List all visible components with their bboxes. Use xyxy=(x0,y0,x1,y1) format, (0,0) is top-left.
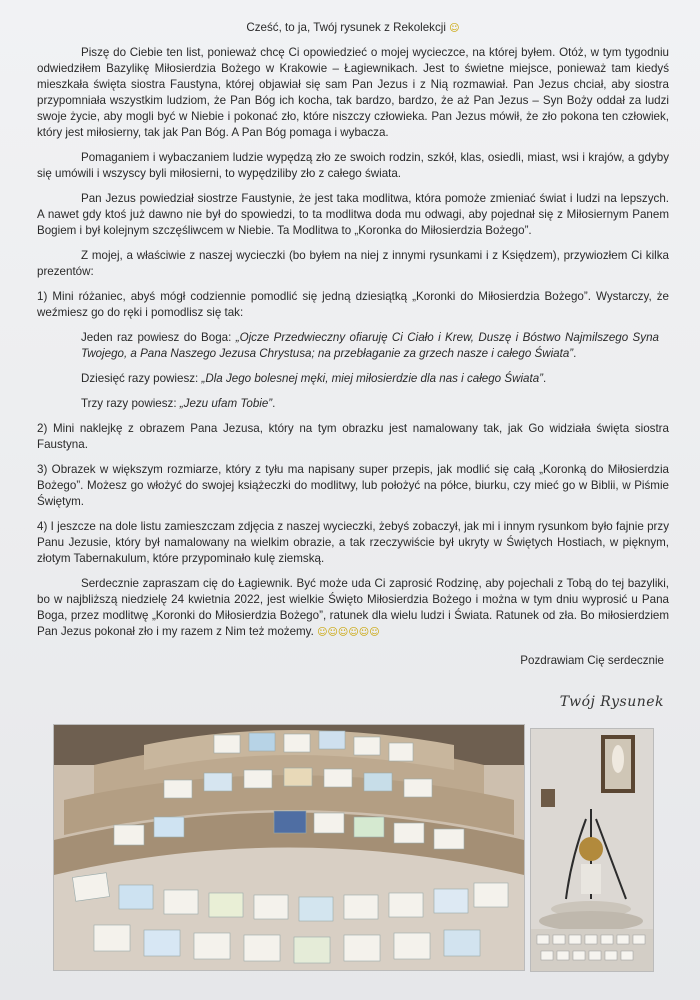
prayer-3-text: „Jezu ufam Tobie” xyxy=(179,397,273,410)
paragraph-1: Piszę do Ciebie ten list, ponieważ chcę Ci opowiedzieć o mojej wycieczce, na której byłem. Otóż, w tym tygodniu odwiedziłem Bazylikę Miłosierdzia Bożego w Krakowie – Łagiewnikach. Jest to świetne miejsce, ponieważ tam kiedyś mieszkała święta siostra Faustyna, której objawiał się sam Pan Jezus i z Nią rozmawiał. Pan Jezus chciał, aby siostra przypomniała wszystkim ludziom, że Pan Bóg ich kocha, tak bardzo, bardzo, że aż Pan Jezus – Syn Boży oddał za ludzi swoje życie, aby mogli być w Niebie i pokonać zło, które niszczy człowieka. Pan Jezus mówił, że zło pokona ten człowiek, który jest miłosierny, tak jak Pan Bóg. A Pan Bóg pomaga i wybacza. xyxy=(37,46,669,139)
greeting-text: Cześć, to ja, Twój rysunek z Rekolekcji xyxy=(246,21,446,34)
letter-greeting xyxy=(37,20,669,37)
paragraph-5 xyxy=(37,576,669,641)
drawings-on-altar-steps-photo xyxy=(53,724,525,971)
smiley-icon: ☺ xyxy=(449,23,460,34)
paragraph-2: Pomaganiem i wybaczaniem ludzie wypędzą zło ze swoich rodzin, szkół, klas, osiedli, miast, wsi i krajów, a gdyby się umówili i wszyscy byli miłosierni, to wypędziliby zło z całego świata. xyxy=(37,151,669,180)
altar-steps-illustration xyxy=(54,725,524,970)
letter-body xyxy=(37,20,669,669)
prayer-1: Jeden raz powiesz do Boga: „Ojcze Przedwieczny ofiaruję Ci Ciało i Krew, Duszę i Bóstwo Najmilszego Syna Twojego, a Pana Naszego Jezusa Chrystusa; na przebłaganie za grzech nasze i całego Świata”. xyxy=(81,331,659,360)
gift-item-2: 2) Mini naklejkę z obrazem Pana Jezusa, który na tym obrazku jest namalowany tak, jak Go widziała święta siostra Faustyna. xyxy=(37,422,669,451)
prayer-2-text: „Dla Jego bolesnej męki, miej miłosierdzie dla nas i całego Świata” xyxy=(201,372,544,385)
prayer-3-intro: Trzy razy powiesz: xyxy=(81,397,180,410)
prayer-2: Dziesięć razy powiesz: „Dla Jego bolesnej męki, miej miłosierdzie dla nas i całego Świata”. xyxy=(81,372,547,385)
gift-item-1: 1) Mini różaniec, abyś mógł codziennie pomodlić się jedną dziesiątką „Koronki do Miłosierdzia Bożego”. Wystarczy, że weźmiesz go do ręki i pomodlisz się tak: xyxy=(37,290,669,319)
closing-line: Pozdrawiam Cię serdecznie xyxy=(520,654,664,667)
gift-item-4: 4) I jeszcze na dole listu zamieszczam zdjęcia z naszej wycieczki, żebyś zobaczył, jak mi i innym rysunkom było fajnie przy Panu Jezusie, który był namalowany na wielkim obrazie, a tak rzeczywiście był ukryty w Świętych Hostiach, w pięknym, złotym Tabernakulum, które przypominało kulę ziemską. xyxy=(37,520,669,565)
tabernacle-illustration xyxy=(531,729,653,971)
paragraph-5-text: Serdecznie zapraszam cię do Łagiewnik. Być może uda Ci zaprosić Rodzinę, aby pojechali z Tobą do tej bazyliki, bo w najbliższą niedzielę 24 kwietnia 2022, jest wielkie Święto Miłosierdzia Bożego i można w tym dniu wyprosić u Pana Boga, przez modlitwę „Koronki do Miłosierdzia Bożego”, ratunek dla wielu ludzi i Świata. Ratunek od zła. Bo miłosierdziem Pan Jezus pokonał zło i my razem z Nim też możemy. xyxy=(37,577,669,638)
divine-mercy-painting-tabernacle-photo xyxy=(530,728,654,972)
prayer-1-intro: Jeden raz powiesz do Boga: xyxy=(81,331,236,344)
signature: Twój Rysunek xyxy=(559,694,664,710)
paragraph-4: Z mojej, a właściwie z naszej wycieczki (bo byłem na niej z innymi rysunkami i z Księdzem), przywiozłem Ci kilka prezentów: xyxy=(37,249,669,278)
prayer-3: Trzy razy powiesz: „Jezu ufam Tobie”. xyxy=(81,397,276,410)
prayer-2-intro: Dziesięć razy powiesz: xyxy=(81,372,202,385)
smiley-icons: ☺☺☺☺☺☺ xyxy=(317,627,380,638)
gift-item-3: 3) Obrazek w większym rozmiarze, który z tyłu ma napisany super przepis, jak modlić się całą „Koronką do Miłosierdzia Bożego”. Możesz go włożyć do swojej książeczki do modlitwy, lub położyć na półce, biurku, czy mieć go w Biblii, w Piśmie Świętym. xyxy=(37,463,669,508)
paragraph-3: Pan Jezus powiedział siostrze Faustynie, że jest taka modlitwa, która pomoże zmieniać świat i ludzi na lepszych. A nawet gdy ktoś już dawno nie był do spowiedzi, to ta modlitwa doda mu odwagi, aby pojednał się z Miłosiernym Panem Bogiem i był kolejnym szczęśliwcem w Niebie. Ta Modlitwa to „Koronka do Miłosierdzia Bożego”. xyxy=(37,192,669,237)
prayer-1-text: „Ojcze Przedwieczny ofiaruję Ci Ciało i Krew, Duszę i Bóstwo Najmilszego Syna Twojego, a Pana Naszego Jezusa Chrystusa; na przebłaganie za grzech nasze i całego Świata” xyxy=(81,331,659,360)
